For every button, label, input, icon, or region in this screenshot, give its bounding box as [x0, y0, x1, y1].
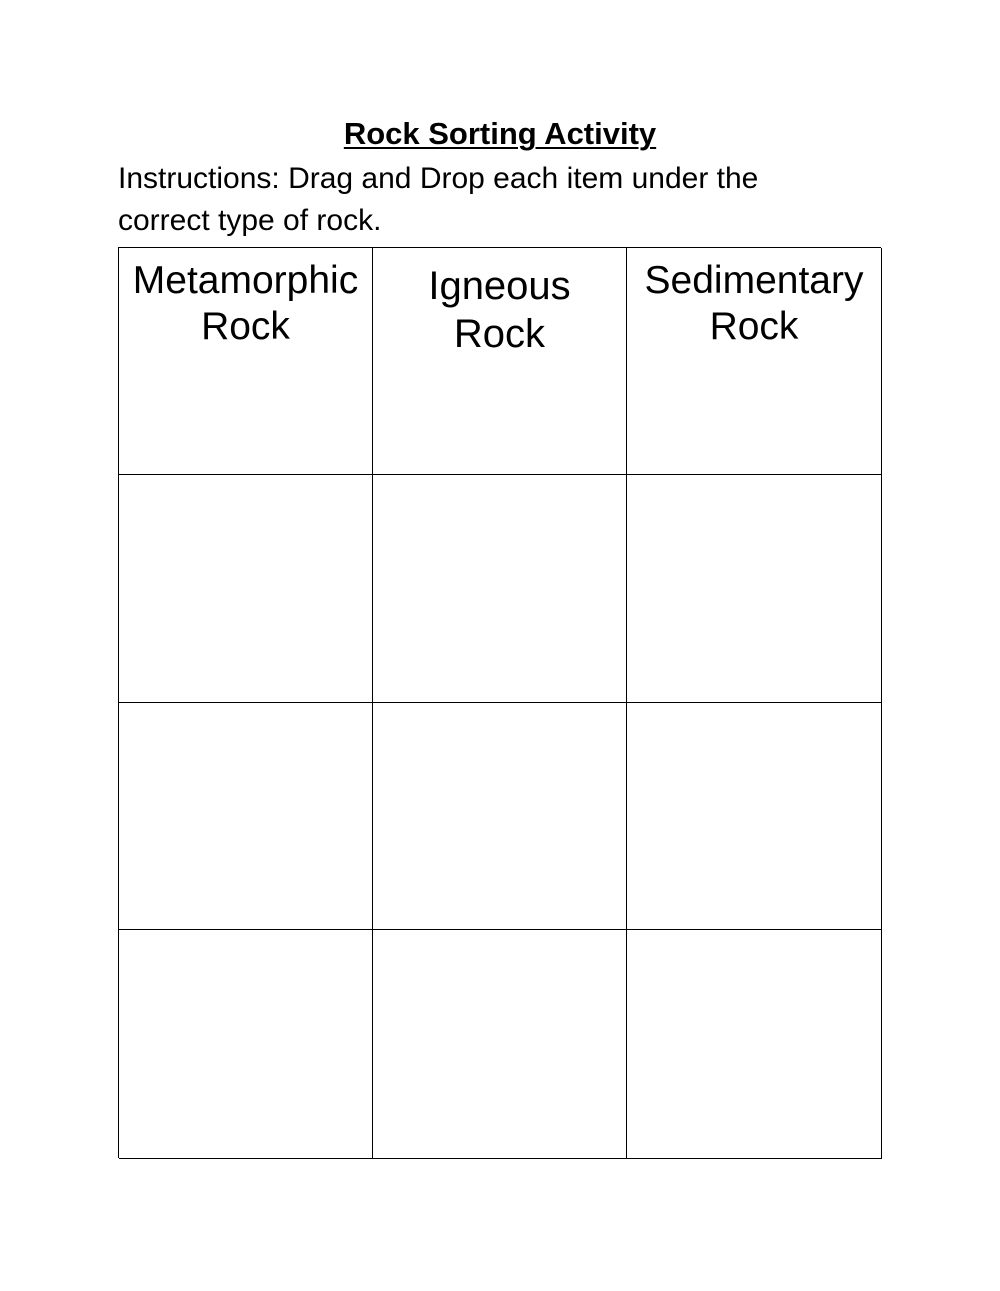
drop-zone-igneous-2[interactable]: [373, 703, 627, 930]
column-header-metamorphic: [119, 248, 373, 475]
column-header-line: Metamorphic: [132, 259, 359, 302]
instructions-text: Instructions: Drag and Drop each item under the correct type of rock.: [118, 162, 759, 237]
drop-zone-igneous-3[interactable]: [373, 930, 627, 1159]
column-header-igneous: [373, 248, 627, 475]
column-header-line: Igneous: [428, 264, 571, 308]
column-header-line: Sedimentary: [644, 259, 864, 302]
drop-zone-metamorphic-1[interactable]: [119, 475, 373, 703]
drop-zone-metamorphic-2[interactable]: [119, 703, 373, 930]
drop-zone-sedimentary-2[interactable]: [627, 703, 882, 930]
page-title: Rock Sorting Activity: [343, 116, 657, 151]
column-header-sedimentary: [627, 248, 882, 475]
column-header-line: Rock: [709, 305, 799, 348]
sorting-table: [118, 247, 881, 1158]
column-header-line: Rock: [453, 312, 546, 356]
drop-zone-sedimentary-1[interactable]: [627, 475, 882, 703]
drop-zone-igneous-1[interactable]: [373, 475, 627, 703]
column-header-line: Rock: [201, 305, 290, 348]
drop-zone-metamorphic-3[interactable]: [119, 930, 373, 1159]
drop-zone-sedimentary-3[interactable]: [627, 930, 882, 1159]
